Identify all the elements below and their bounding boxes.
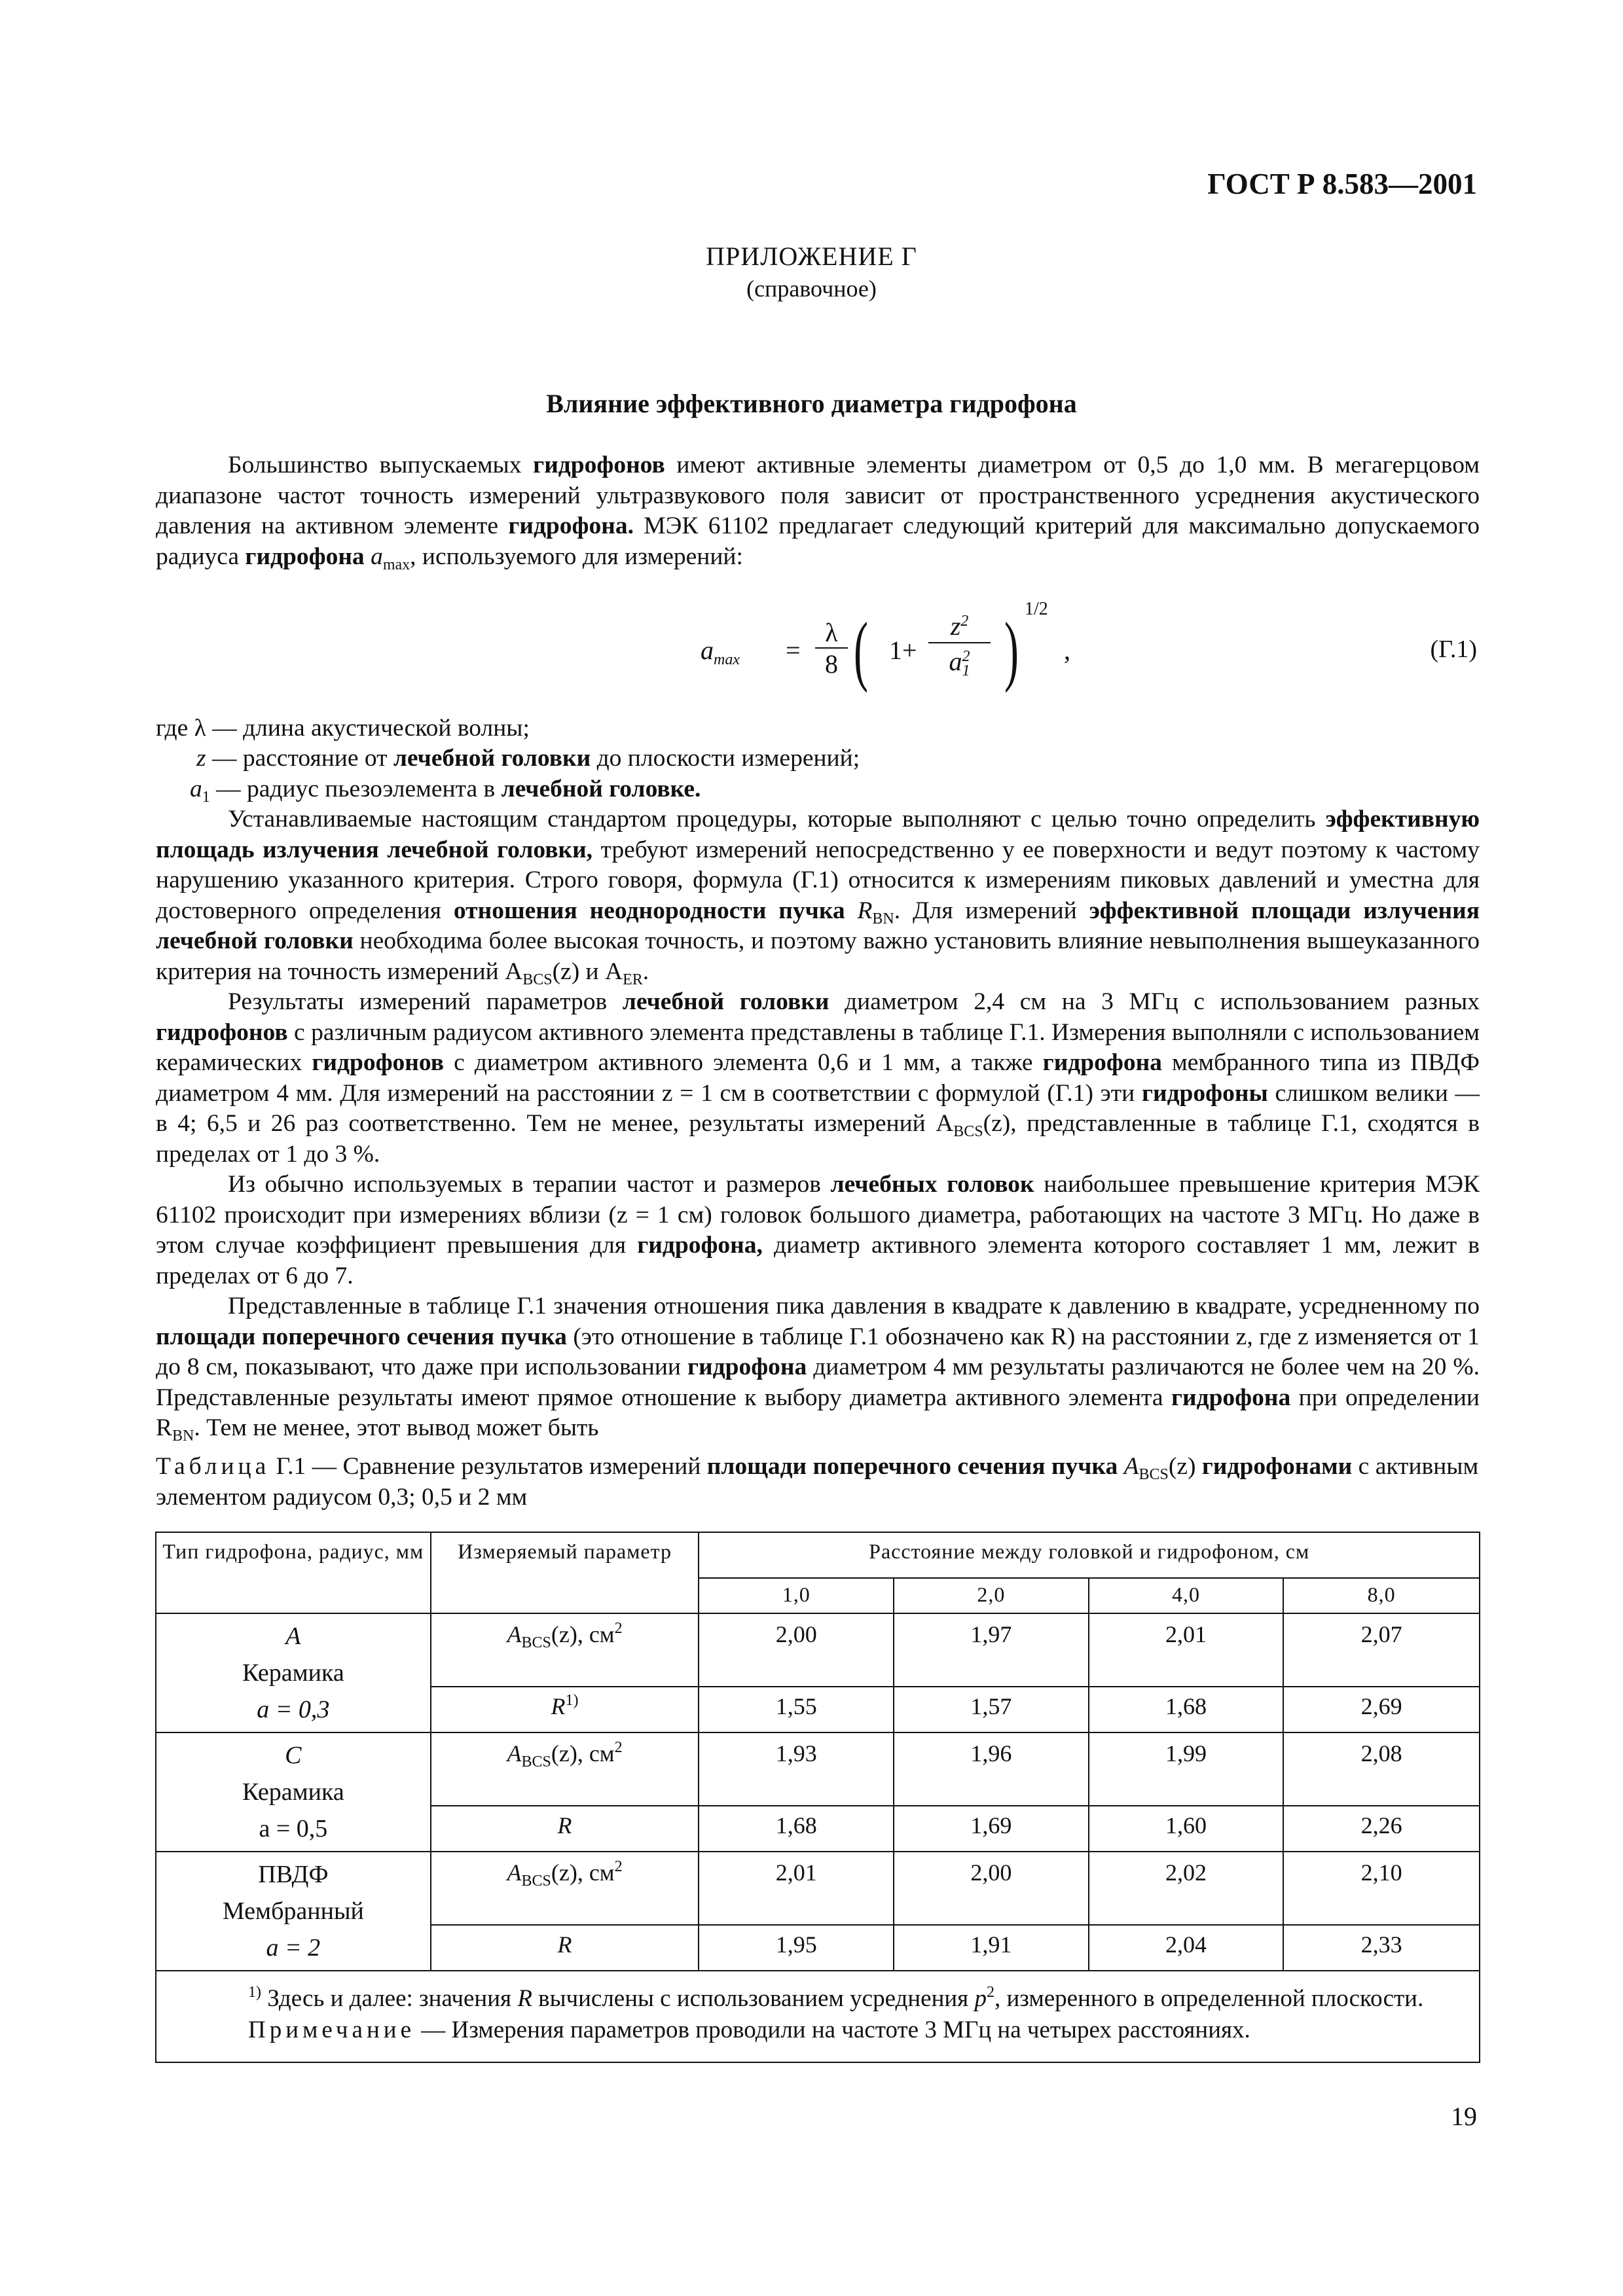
formula-lhs: $a_{max}$ <box>701 636 740 668</box>
col-header-dist-2: 2,0 <box>894 1578 1089 1613</box>
cell-value: 1,68 <box>699 1806 894 1852</box>
hydrophone-group-a: A Керамика a = 0,3 <box>156 1613 431 1732</box>
cell-value: 1,68 <box>1089 1687 1284 1732</box>
param-r: R <box>431 1925 699 1971</box>
cell-value: 2,69 <box>1283 1687 1480 1732</box>
standard-number: ГОСТ Р 8.583—2001 <box>1207 168 1477 200</box>
hydrophone-group-pvdf: ПВДФ Мембранный a = 2 <box>156 1852 431 1971</box>
param-r: $R^{1)}$ <box>431 1687 699 1732</box>
formula-one-plus: 1+ <box>889 636 917 665</box>
formula-number: (Г.1) <box>1430 636 1477 663</box>
paragraph-1: Большинство выпускаемых гидрофонов имеют активные элементы диаметром от 0,5 до 1,0 мм. В мегагерцовом диапазоне частот точность измерений ультразвукового поля зависит от пространственного усреднения акустического давления на активном элементе гидрофона. МЭК 61102 предлагает следующий критерий для максимально допускаемого радиуса гидрофона $a_{max}$, используемого для измерений: <box>156 452 1480 573</box>
col-header-distance: Расстояние между головкой и гидрофоном, см <box>699 1532 1480 1578</box>
formula-right-paren: ) <box>1004 606 1019 693</box>
param-abcs: $A_{BCS}(z)$, $см^2$ <box>431 1732 699 1806</box>
paragraph-2: Устанавливаемые настоящим стандартом процедуры, которые выполняют с целью точно определить эффективную площадь излучения лечебной головки, требуют измерений непосредственно у ее поверхности и ведут поэтому к частому нарушению указанного критерия. Строго говоря, формула (Г.1) относится к измерениям пиковых давлений и уместна для достоверного определения отношения неоднородности пучка $R_{BN}$. Для измерений эффективной площади излучения лечебной головки необходима более высокая точность, и поэтому важно установить влияние невыполнения вышеуказанного критерия на точность измерений $A_{BCS}(z)$ и $A_{ER}$. Результаты измерений параметров лечебной головки диаметром 2,4 см на 3 МГц с использованием разных гидрофонов с различным радиусом активного элемента представлены в таблице Г.1. Измерения выполняли с использованием керамических гидрофонов с диаметром активного элемента 0,6 и 1 мм, а также гидрофона мембранного типа из ПВДФ диаметром 4 мм. Для измерений на расстоянии z = 1 см в соответствии с формулой (Г.1) эти гидрофоны слишком велики — в 4; 6,5 и 26 раз соответственно. Тем не менее, результаты измерений $A_{BCS}(z)$, представленные в таблице Г.1, сходятся в пределах от 1 до 3 %. Из обычно используемых в терапии частот и размеров лечебных головок наибольшее превышение критерия МЭК 61102 происходит при измерениях вблизи (z = 1 см) головок большого диаметра, работающих на частоте 3 МГц. Но даже в этом случае коэффициент превышения для гидрофона, диаметр активного элемента которого составляет 1 мм, лежит в пределах от 6 до 7. Представленные в таблице Г.1 значения отношения пика давления в квадрате к давлению в квадрате, усредненному по площади поперечного сечения пучка (это отношение в таблице Г.1 обозначено как R) на расстоянии z, где z изменяется от 1 до 8 см, показывают, что даже при использовании гидрофона диаметром 4 мм результаты различаются не более чем на 20 %. Представленные результаты имеют прямое отношение к выбору диаметра активного элемента гидрофона при определении $R_{BN}$. Тем не менее, этот вывод может быть <box>156 806 1480 1444</box>
cell-value: 1,91 <box>894 1925 1089 1971</box>
where-lambda: где λ — длина акустической волны; <box>156 715 530 742</box>
cell-value: 2,10 <box>1283 1852 1480 1925</box>
cell-value: 2,26 <box>1283 1806 1480 1852</box>
table-row <box>156 1732 1480 1806</box>
cell-value: 2,07 <box>1283 1613 1480 1687</box>
cell-value: 1,97 <box>894 1613 1089 1687</box>
cell-value: 1,60 <box>1089 1806 1284 1852</box>
table-note: Примечание — Измерения параметров проводили на частоте 3 МГц на четырех расстояниях. <box>248 2017 1250 2043</box>
appendix-title: ПРИЛОЖЕНИЕ Г <box>706 242 917 271</box>
appendix-subtitle: (справочное) <box>746 276 877 302</box>
results-table <box>155 1532 1480 2063</box>
cell-value: 1,99 <box>1089 1732 1284 1806</box>
page-number: 19 <box>1451 2102 1477 2131</box>
cell-value: 2,08 <box>1283 1732 1480 1806</box>
param-abcs: $A_{BCS}(z)$, $см^2$ <box>431 1852 699 1925</box>
cell-value: 2,00 <box>699 1613 894 1687</box>
table-row <box>156 1852 1480 1925</box>
col-header-dist-4: 8,0 <box>1283 1578 1480 1613</box>
cell-value: 2,01 <box>699 1852 894 1925</box>
formula-fraction-z: $\frac{z^2}{a^2_1}$ <box>928 611 991 680</box>
where-z: z — расстояние от лечебной головки до плоскости измерений; <box>196 745 860 772</box>
cell-value: 1,95 <box>699 1925 894 1971</box>
cell-value: 1,57 <box>894 1687 1089 1732</box>
col-header-dist-3: 4,0 <box>1089 1578 1284 1613</box>
table-footnote-row <box>156 1971 1480 2062</box>
param-abcs: $A_{BCS}(z)$, $см^2$ <box>431 1613 699 1687</box>
cell-value: 2,02 <box>1089 1852 1284 1925</box>
table-caption: Таблица Г.1 — Сравнение результатов измерений площади поперечного сечения пучка $A_{BCS}(z)$ гидрофонами с активным элементом радиусом 0,3; 0,5 и 2 мм <box>156 1453 1479 1511</box>
cell-value: 2,00 <box>894 1852 1089 1925</box>
col-header-type: Тип гидрофона, радиус, мм <box>156 1532 431 1613</box>
table-footnote: $^{1)}$ Здесь и далее: значения R вычислены с использованием усреднения $p^2$, измеренного в определенной плоскости. Примечание — Измерения параметров проводили на частоте 3 МГц на четырех расстояниях. <box>156 1971 1480 2062</box>
formula-equals: = <box>786 636 801 665</box>
cell-value: 2,33 <box>1283 1925 1480 1971</box>
cell-value: 1,55 <box>699 1687 894 1732</box>
col-header-dist-1: 1,0 <box>699 1578 894 1613</box>
col-header-param: Измеряемый параметр <box>431 1532 699 1613</box>
formula-g1: $a_{max}$ = $\frac{\lambda}{8}$ ( 1+ $\frac{z^2}{a^2_1}$ ) 1/2 , <box>701 599 1070 693</box>
formula-fraction-lambda: $\frac{\lambda}{8}$ <box>815 619 848 680</box>
cell-value: 1,96 <box>894 1732 1089 1806</box>
param-r: R <box>431 1806 699 1852</box>
section-heading: Влияние эффективного диаметра гидрофона <box>546 389 1077 418</box>
cell-value: 2,01 <box>1089 1613 1284 1687</box>
formula-left-paren: ( <box>853 606 868 693</box>
table-row <box>156 1613 1480 1687</box>
cell-value: 2,04 <box>1089 1925 1284 1971</box>
formula-power: 1/2 <box>1025 599 1048 619</box>
cell-value: 1,93 <box>699 1732 894 1806</box>
hydrophone-group-c: C Керамика a = 0,5 <box>156 1732 431 1852</box>
cell-value: 1,69 <box>894 1806 1089 1852</box>
where-a1: $a_1$ — радиус пьезоэлемента в лечебной головке. <box>190 776 701 806</box>
